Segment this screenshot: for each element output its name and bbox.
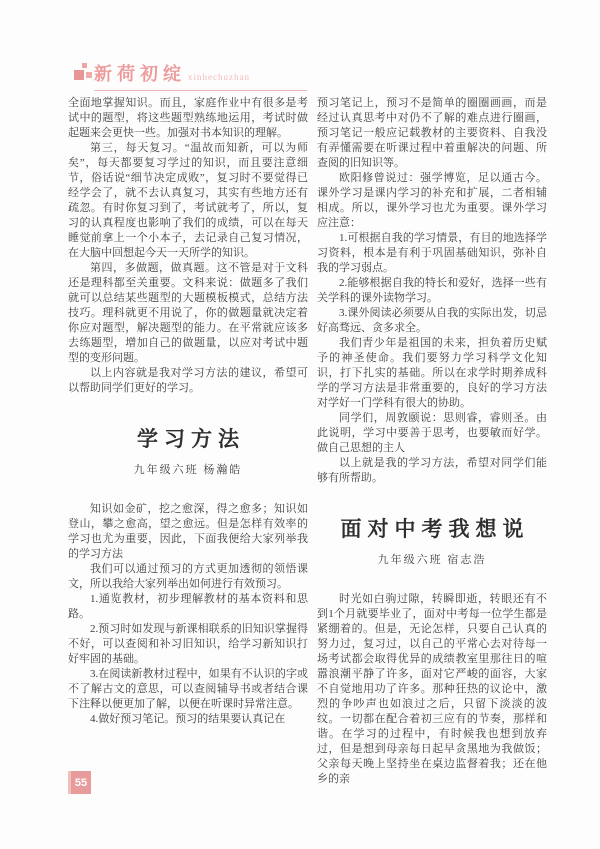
logo-pinyin: xinhechuzhan (188, 72, 250, 82)
paragraph: 知识如金矿，挖之愈深，得之愈多；知识如登山，攀之愈高，望之愈远。但是怎样有效率的学习也尤为重要，因此，下面我便给大家列举我的学习方法 (68, 503, 308, 560)
article-title-facing-exam: 面对中考我想说 (340, 517, 530, 541)
right-column (317, 96, 547, 787)
paragraph: 4.做好预习笔记。预习的结果要认真记在 (90, 713, 286, 725)
paragraph: 2.能够根据自我的特长和爱好，选择一些有关学科的课外读物学习。 (317, 277, 547, 304)
paragraph: 1.通览教材，初步理解教材的基本资料和思路。 (68, 593, 308, 620)
logo (94, 60, 307, 91)
logo-squares-icon (74, 63, 92, 83)
paragraph: 第三，每天复习。“温故而知新，可以为师矣”，每天都要复习学过的知识，而且要注意细节，俗话说“细节决定成败”，复习时不要觉得已经学会了，就不去认真复习，其实有些地方还有疏忽。有时你复习到了，考试就考了，所以，复习的认真程度也影响了我们的成绩，可以在每天睡觉前拿上一个小本子，去记录自己复习情况，在大脑中回想起今天一天所学的知识。 (68, 142, 308, 259)
article-title-study-methods: 学习方法 (137, 427, 245, 451)
paragraph: 我们青少年是祖国的未来，担负着历史赋予的神圣使命。我们要努力学习科学文化知识，打下扎实的基础。所以在求学时期养成科学的学习方法是非常重要的，良好的学习方法对学好一门学科有很大的协助。 (317, 337, 547, 409)
paragraph: 以上内容就是我对学习方法的建议，希望可以帮助同学们更好的学习。 (68, 367, 308, 394)
paragraph: 3.在阅读新教材过程中，如果有不认识的字或不了解古文的意思，可以查阅辅导书或者结合课下注释以便更加了解，以便在听课时异常注意。 (68, 668, 308, 710)
paragraph: 第四，多做题，做真题。这不管是对于文科还是理科都至关重要。文科来说：做题多了我们就可以总结某些题型的大题模板模式，总结方法技巧。理科就更不用说了，你的做题量就决定着你应对题型，解决题型的能力。在平常就应该多去练题型，增加自己的做题量，以应对考试中题型的变形问题。 (68, 262, 308, 364)
paragraph: 以上就是我的学习方法，希望对同学们能够有所帮助。 (317, 457, 547, 484)
paragraph: 时光如白驹过隙，转瞬即逝，转眼还有不到1个月就要毕业了，面对中考每一位学生都是紧绷着的。但是，无论怎样，只要自己认真的努力过，复习过，以自己的平常心去对待每一场考试都会取得优异的成绩教室里那往日的喧嚣浪潮平静了许多，面对它严峻的面容，大家不自觉地用功了许多。那种狂热的议论中，激烈的争吵声也如浪过之后，只留下淡淡的波纹。一切都在配合着初三应有的节奏，那样和谐。在学习的过程中，有时候我也想到放弃过，但是想到母亲每日起早贪黑地为我做饭；父亲每天晚上坚持坐在桌边监督着我；还在他乡的亲 (317, 593, 547, 785)
logo-title: 新荷初绽 (94, 64, 186, 84)
paragraph: 预习笔记上，预习不是简单的圈圈画画，而是经过认真思考中对仍不了解的难点进行圈画，预习笔记一般应记载教材的主要资料、自我没有弄懂需要在听课过程中着重解决的问题、所查阅的旧知识等。 (317, 97, 547, 169)
paragraph: 同学们，周敦颐说：思则睿，睿则圣。由此说明，学习中要善于思考，也要敏而好学。做自己思想的主人 (317, 412, 547, 454)
article-byline-study-methods: 九年级六班 杨瀚皓 (133, 464, 243, 476)
lead-paragraphs-left (68, 96, 308, 396)
lead-paragraphs-right (317, 96, 547, 486)
paragraph: 3.课外阅读必须要从自我的实际出发，切忌好高骛远、贪多求全。 (317, 307, 547, 334)
paragraph: 1.可根据自我的学习情景，有目的地选择学习资料，根本是有利于巩固基础知识，弥补自我的学习弱点。 (317, 232, 547, 274)
article-byline-facing-exam: 九年级六班 宿志浩 (377, 554, 487, 566)
paragraph: 全面地掌握知识。而且，家庭作业中有很多是考试中的题型，将这些题型熟练地运用，考试时做起题来会更快一些。加强对书本知识的理解。 (68, 97, 308, 139)
paragraph: 2.预习时如发现与新课相联系的旧知识掌握得不好，可以查阅和补习旧知识，给学习新知识打好牢固的基础。 (68, 623, 308, 665)
article-body-study-methods (68, 502, 308, 727)
page-number-badge: 55 (68, 771, 91, 794)
left-column (68, 96, 308, 727)
article-body-facing-exam (317, 592, 547, 787)
paragraph: 我们可以通过预习的方式更加透彻的领悟课文，所以我给大家列举出如何进行有效预习。 (68, 563, 308, 590)
paragraph: 欧阳修曾说过：强学博览，足以通古今。课外学习是课内学习的补充和扩展，二者相辅相成。所以，课外学习也尤为重要。课外学习应注意： (317, 172, 547, 229)
